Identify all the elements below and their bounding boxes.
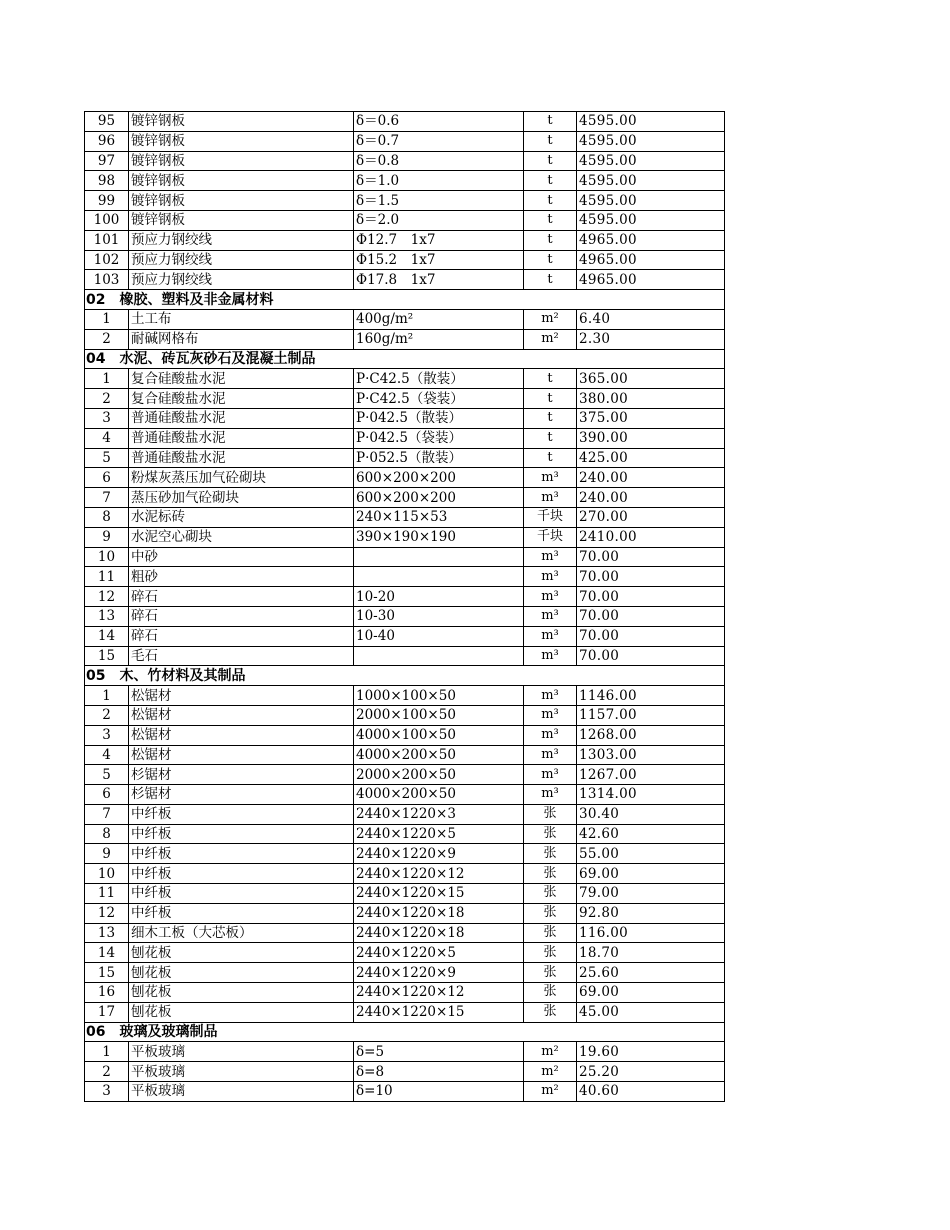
material-spec: δ＝0.8	[354, 151, 524, 171]
price-cell: 69.00	[577, 983, 725, 1003]
unit-cell: t	[524, 408, 577, 428]
table-row	[85, 963, 725, 983]
material-spec: 2440×1220×5	[354, 943, 524, 963]
material-spec	[354, 547, 524, 567]
unit-cell: m²	[524, 1042, 577, 1062]
row-number: 4	[85, 428, 129, 448]
table-row	[85, 428, 725, 448]
material-name: 中纤板	[129, 864, 354, 884]
price-cell: 70.00	[577, 646, 725, 666]
material-name: 松锯材	[129, 745, 354, 765]
price-cell: 380.00	[577, 389, 725, 409]
material-name: 镀锌钢板	[129, 112, 354, 132]
table-row	[85, 1062, 725, 1082]
table-row	[85, 270, 725, 290]
material-spec: 4000×200×50	[354, 785, 524, 805]
table-row	[85, 646, 725, 666]
material-spec: 2440×1220×18	[354, 903, 524, 923]
row-number: 1	[85, 369, 129, 389]
row-number: 10	[85, 547, 129, 567]
row-number: 5	[85, 448, 129, 468]
price-cell: 70.00	[577, 587, 725, 607]
row-number: 97	[85, 151, 129, 171]
material-name: 平板玻璃	[129, 1062, 354, 1082]
material-spec: 2000×100×50	[354, 705, 524, 725]
row-number: 3	[85, 725, 129, 745]
price-cell: 2410.00	[577, 527, 725, 547]
material-spec: P·042.5（袋装）	[354, 428, 524, 448]
table-row	[85, 507, 725, 527]
unit-cell: 张	[524, 844, 577, 864]
price-cell: 1303.00	[577, 745, 725, 765]
table-row	[85, 369, 725, 389]
row-number: 100	[85, 210, 129, 230]
material-name: 刨花板	[129, 963, 354, 983]
price-cell: 4965.00	[577, 230, 725, 250]
unit-cell: 张	[524, 804, 577, 824]
material-spec: δ＝0.6	[354, 112, 524, 132]
price-cell: 4595.00	[577, 191, 725, 211]
unit-cell: m²	[524, 329, 577, 349]
material-name: 普通硅酸盐水泥	[129, 408, 354, 428]
material-spec: δ＝1.0	[354, 171, 524, 191]
table-row	[85, 923, 725, 943]
row-number: 14	[85, 943, 129, 963]
unit-cell: 张	[524, 884, 577, 904]
unit-cell: t	[524, 270, 577, 290]
unit-cell: t	[524, 448, 577, 468]
unit-cell: m³	[524, 765, 577, 785]
material-name: 粗砂	[129, 567, 354, 587]
row-number: 2	[85, 1062, 129, 1082]
material-spec: 2440×1220×9	[354, 844, 524, 864]
unit-cell: m³	[524, 785, 577, 805]
price-cell: 116.00	[577, 923, 725, 943]
row-number: 2	[85, 329, 129, 349]
table-row	[85, 448, 725, 468]
table-row	[85, 547, 725, 567]
category-row	[85, 290, 725, 310]
unit-cell: 张	[524, 943, 577, 963]
table-row	[85, 468, 725, 488]
material-spec: δ=8	[354, 1062, 524, 1082]
unit-cell: t	[524, 151, 577, 171]
material-spec: 2440×1220×5	[354, 824, 524, 844]
row-number: 9	[85, 527, 129, 547]
row-number: 7	[85, 488, 129, 508]
material-name: 粉煤灰蒸压加气砼砌块	[129, 468, 354, 488]
material-spec: 2440×1220×12	[354, 983, 524, 1003]
unit-cell: m³	[524, 587, 577, 607]
table-row	[85, 151, 725, 171]
row-number: 10	[85, 864, 129, 884]
material-spec	[354, 567, 524, 587]
material-name: 普通硅酸盐水泥	[129, 428, 354, 448]
material-name: 复合硅酸盐水泥	[129, 389, 354, 409]
table-row	[85, 606, 725, 626]
row-number: 3	[85, 408, 129, 428]
table-row	[85, 725, 725, 745]
material-name: 复合硅酸盐水泥	[129, 369, 354, 389]
unit-cell: m³	[524, 606, 577, 626]
table-row	[85, 1082, 725, 1102]
material-spec: 10-20	[354, 587, 524, 607]
material-spec: 4000×100×50	[354, 725, 524, 745]
table-row	[85, 626, 725, 646]
unit-cell: t	[524, 210, 577, 230]
material-spec: Φ12.7 1x7	[354, 230, 524, 250]
material-name: 预应力钢绞线	[129, 270, 354, 290]
table-row	[85, 864, 725, 884]
unit-cell: m³	[524, 646, 577, 666]
material-name: 碎石	[129, 587, 354, 607]
material-spec: P·052.5（散装）	[354, 448, 524, 468]
material-spec: P·C42.5（袋装）	[354, 389, 524, 409]
unit-cell: 张	[524, 903, 577, 923]
category-title: 04 水泥、砖瓦灰砂石及混凝土制品	[85, 349, 725, 369]
table-row	[85, 191, 725, 211]
row-number: 6	[85, 468, 129, 488]
price-cell: 240.00	[577, 468, 725, 488]
row-number: 5	[85, 765, 129, 785]
price-cell: 270.00	[577, 507, 725, 527]
row-number: 6	[85, 785, 129, 805]
unit-cell: t	[524, 131, 577, 151]
price-cell: 375.00	[577, 408, 725, 428]
price-cell: 240.00	[577, 488, 725, 508]
table-row	[85, 1002, 725, 1022]
unit-cell: m³	[524, 705, 577, 725]
unit-cell: m²	[524, 1062, 577, 1082]
material-spec: δ＝1.5	[354, 191, 524, 211]
price-cell: 19.60	[577, 1042, 725, 1062]
material-spec: 1000×100×50	[354, 686, 524, 706]
material-spec: 600×200×200	[354, 468, 524, 488]
unit-cell: 千块	[524, 527, 577, 547]
material-spec: 240×115×53	[354, 507, 524, 527]
unit-cell: m³	[524, 686, 577, 706]
table-row	[85, 112, 725, 132]
table-row	[85, 408, 725, 428]
material-spec: 4000×200×50	[354, 745, 524, 765]
row-number: 16	[85, 983, 129, 1003]
material-spec: 600×200×200	[354, 488, 524, 508]
row-number: 13	[85, 606, 129, 626]
material-spec: 2000×200×50	[354, 765, 524, 785]
material-spec: δ=10	[354, 1082, 524, 1102]
price-cell: 1146.00	[577, 686, 725, 706]
table-row	[85, 488, 725, 508]
row-number: 11	[85, 567, 129, 587]
price-cell: 70.00	[577, 606, 725, 626]
material-spec: δ=5	[354, 1042, 524, 1062]
material-spec: 10-40	[354, 626, 524, 646]
row-number: 14	[85, 626, 129, 646]
table-row	[85, 686, 725, 706]
price-cell: 79.00	[577, 884, 725, 904]
price-cell: 55.00	[577, 844, 725, 864]
unit-cell: t	[524, 191, 577, 211]
unit-cell: m³	[524, 725, 577, 745]
row-number: 1	[85, 1042, 129, 1062]
unit-cell: 千块	[524, 507, 577, 527]
category-row	[85, 349, 725, 369]
row-number: 103	[85, 270, 129, 290]
price-cell: 1267.00	[577, 765, 725, 785]
material-spec: Φ17.8 1x7	[354, 270, 524, 290]
row-number: 8	[85, 824, 129, 844]
row-number: 11	[85, 884, 129, 904]
table-row	[85, 844, 725, 864]
price-table-body	[85, 112, 725, 1102]
material-name: 中纤板	[129, 844, 354, 864]
price-cell: 30.40	[577, 804, 725, 824]
price-cell: 2.30	[577, 329, 725, 349]
table-row	[85, 745, 725, 765]
unit-cell: m³	[524, 567, 577, 587]
table-row	[85, 171, 725, 191]
table-row	[85, 824, 725, 844]
unit-cell: t	[524, 171, 577, 191]
unit-cell: 张	[524, 983, 577, 1003]
row-number: 9	[85, 844, 129, 864]
price-cell: 1314.00	[577, 785, 725, 805]
material-name: 镀锌钢板	[129, 191, 354, 211]
material-name: 普通硅酸盐水泥	[129, 448, 354, 468]
row-number: 3	[85, 1082, 129, 1102]
material-name: 中纤板	[129, 903, 354, 923]
material-spec: 10-30	[354, 606, 524, 626]
price-cell: 25.20	[577, 1062, 725, 1082]
row-number: 4	[85, 745, 129, 765]
row-number: 13	[85, 923, 129, 943]
material-name: 镀锌钢板	[129, 171, 354, 191]
table-row	[85, 705, 725, 725]
row-number: 12	[85, 587, 129, 607]
price-cell: 4595.00	[577, 210, 725, 230]
material-name: 松锯材	[129, 686, 354, 706]
row-number: 98	[85, 171, 129, 191]
price-cell: 390.00	[577, 428, 725, 448]
unit-cell: m³	[524, 468, 577, 488]
row-number: 12	[85, 903, 129, 923]
material-spec: 2440×1220×15	[354, 1002, 524, 1022]
price-cell: 1157.00	[577, 705, 725, 725]
unit-cell: 张	[524, 824, 577, 844]
row-number: 7	[85, 804, 129, 824]
price-cell: 69.00	[577, 864, 725, 884]
unit-cell: 张	[524, 1002, 577, 1022]
price-cell: 4595.00	[577, 131, 725, 151]
material-spec: P·C42.5（散装）	[354, 369, 524, 389]
material-spec: P·042.5（散装）	[354, 408, 524, 428]
unit-cell: t	[524, 112, 577, 132]
price-cell: 92.80	[577, 903, 725, 923]
row-number: 96	[85, 131, 129, 151]
material-spec: δ＝0.7	[354, 131, 524, 151]
row-number: 95	[85, 112, 129, 132]
unit-cell: 张	[524, 864, 577, 884]
material-name: 碎石	[129, 606, 354, 626]
material-name: 蒸压砂加气砼砌块	[129, 488, 354, 508]
unit-cell: t	[524, 369, 577, 389]
material-name: 预应力钢绞线	[129, 230, 354, 250]
table-row	[85, 804, 725, 824]
unit-cell: 张	[524, 923, 577, 943]
price-cell: 425.00	[577, 448, 725, 468]
material-name: 水泥标砖	[129, 507, 354, 527]
material-name: 刨花板	[129, 983, 354, 1003]
table-row	[85, 527, 725, 547]
table-row	[85, 329, 725, 349]
material-name: 刨花板	[129, 1002, 354, 1022]
table-row	[85, 1042, 725, 1062]
table-row	[85, 983, 725, 1003]
table-row	[85, 389, 725, 409]
material-name: 刨花板	[129, 943, 354, 963]
category-row	[85, 666, 725, 686]
price-cell: 42.60	[577, 824, 725, 844]
price-cell: 1268.00	[577, 725, 725, 745]
price-cell: 4965.00	[577, 270, 725, 290]
material-name: 杉锯材	[129, 785, 354, 805]
category-title: 05 木、竹材料及其制品	[85, 666, 725, 686]
row-number: 2	[85, 705, 129, 725]
material-name: 中纤板	[129, 884, 354, 904]
price-cell: 70.00	[577, 547, 725, 567]
table-row	[85, 309, 725, 329]
row-number: 17	[85, 1002, 129, 1022]
table-row	[85, 131, 725, 151]
material-name: 中纤板	[129, 804, 354, 824]
material-name: 中砂	[129, 547, 354, 567]
price-cell: 4595.00	[577, 151, 725, 171]
material-name: 毛石	[129, 646, 354, 666]
price-table	[84, 111, 725, 1102]
material-name: 土工布	[129, 309, 354, 329]
material-name: 松锯材	[129, 705, 354, 725]
material-name: 中纤板	[129, 824, 354, 844]
unit-cell: 张	[524, 963, 577, 983]
table-row	[85, 884, 725, 904]
material-name: 镀锌钢板	[129, 210, 354, 230]
material-spec: 400g/m²	[354, 309, 524, 329]
price-cell: 4965.00	[577, 250, 725, 270]
price-cell: 70.00	[577, 567, 725, 587]
price-cell: 4595.00	[577, 171, 725, 191]
unit-cell: t	[524, 389, 577, 409]
category-title: 02 橡胶、塑料及非金属材料	[85, 290, 725, 310]
material-spec: 2440×1220×12	[354, 864, 524, 884]
price-cell: 40.60	[577, 1082, 725, 1102]
price-cell: 4595.00	[577, 112, 725, 132]
table-row	[85, 943, 725, 963]
unit-cell: m³	[524, 488, 577, 508]
table-row	[85, 567, 725, 587]
unit-cell: t	[524, 230, 577, 250]
unit-cell: t	[524, 428, 577, 448]
table-row	[85, 765, 725, 785]
table-row	[85, 587, 725, 607]
material-spec: 2440×1220×18	[354, 923, 524, 943]
category-title: 06 玻璃及玻璃制品	[85, 1022, 725, 1042]
row-number: 102	[85, 250, 129, 270]
table-row	[85, 230, 725, 250]
unit-cell: m³	[524, 547, 577, 567]
material-spec	[354, 646, 524, 666]
row-number: 99	[85, 191, 129, 211]
material-name: 镀锌钢板	[129, 151, 354, 171]
material-name: 预应力钢绞线	[129, 250, 354, 270]
material-name: 镀锌钢板	[129, 131, 354, 151]
material-spec: 2440×1220×15	[354, 884, 524, 904]
row-number: 8	[85, 507, 129, 527]
material-name: 平板玻璃	[129, 1042, 354, 1062]
material-name: 碎石	[129, 626, 354, 646]
table-row	[85, 785, 725, 805]
material-spec: δ＝2.0	[354, 210, 524, 230]
row-number: 2	[85, 389, 129, 409]
unit-cell: m²	[524, 309, 577, 329]
material-name: 松锯材	[129, 725, 354, 745]
material-name: 平板玻璃	[129, 1082, 354, 1102]
material-name: 耐碱网格布	[129, 329, 354, 349]
price-cell: 25.60	[577, 963, 725, 983]
price-cell: 365.00	[577, 369, 725, 389]
material-spec: 2440×1220×3	[354, 804, 524, 824]
unit-cell: m³	[524, 745, 577, 765]
price-cell: 45.00	[577, 1002, 725, 1022]
material-name: 细木工板（大芯板）	[129, 923, 354, 943]
row-number: 1	[85, 686, 129, 706]
row-number: 15	[85, 646, 129, 666]
table-row	[85, 210, 725, 230]
unit-cell: m³	[524, 626, 577, 646]
material-spec: 2440×1220×9	[354, 963, 524, 983]
unit-cell: m²	[524, 1082, 577, 1102]
price-cell: 70.00	[577, 626, 725, 646]
row-number: 15	[85, 963, 129, 983]
price-cell: 18.70	[577, 943, 725, 963]
table-row	[85, 250, 725, 270]
row-number: 1	[85, 309, 129, 329]
material-spec: 390×190×190	[354, 527, 524, 547]
unit-cell: t	[524, 250, 577, 270]
material-spec: Φ15.2 1x7	[354, 250, 524, 270]
material-name: 杉锯材	[129, 765, 354, 785]
category-row	[85, 1022, 725, 1042]
material-spec: 160g/m²	[354, 329, 524, 349]
material-name: 水泥空心砌块	[129, 527, 354, 547]
table-row	[85, 903, 725, 923]
price-cell: 6.40	[577, 309, 725, 329]
row-number: 101	[85, 230, 129, 250]
